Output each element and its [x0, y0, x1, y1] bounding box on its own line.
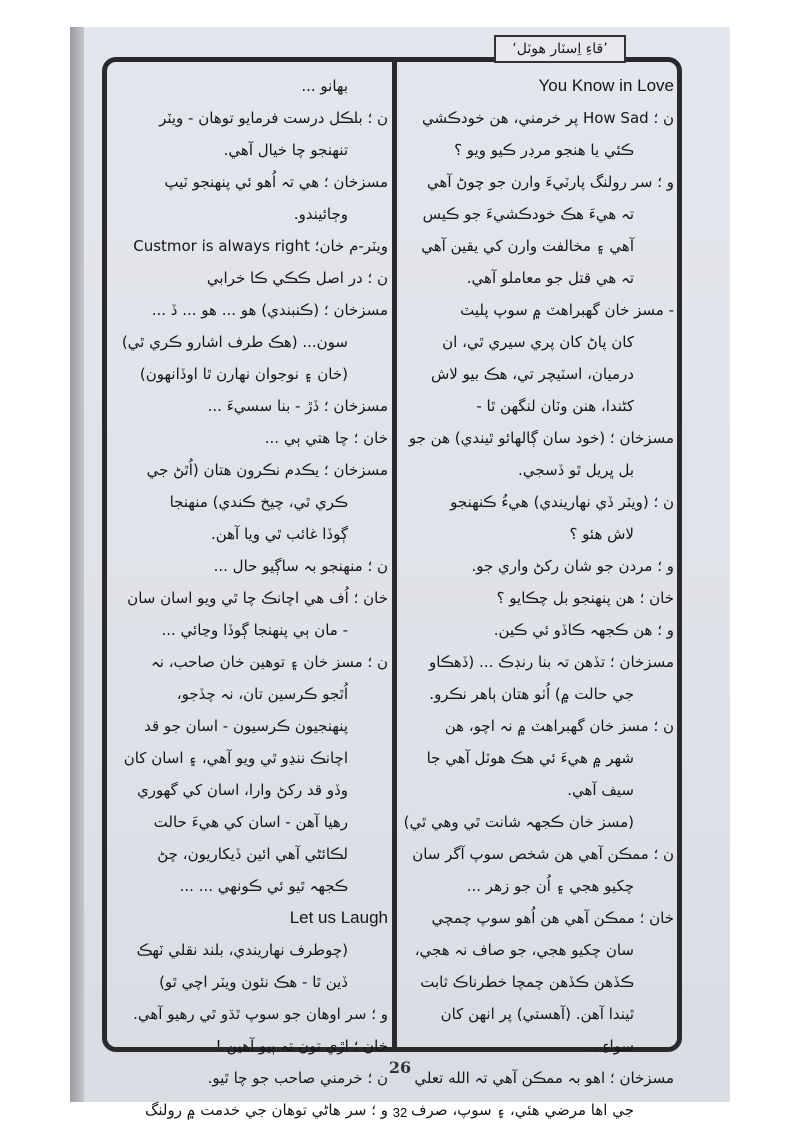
- running-header: ’قاءِ اِسٽار هوٽل‘: [494, 35, 626, 63]
- text-line: سيف آهي.: [567, 781, 634, 799]
- text-line: مسزخان ؛ يڪدم نڪرون هتان (اُٿڻ جي: [146, 461, 388, 479]
- text-line: (مسز خان ڪجهہ شانت ٿي وهي ٿي): [404, 813, 634, 831]
- document-page-number: 32: [392, 1105, 408, 1120]
- text-line: - مان ٻي پنهنجا ڳوڏا وڃائي ...: [161, 621, 348, 639]
- text-line: ن ؛ مسز خان گھبراهٽ ۾ نہ اچو، هن: [444, 717, 674, 735]
- text-line: و ؛ سر هاڻي توهان جي خدمت ۾ رولنگ: [144, 1101, 388, 1119]
- right-text-column: [404, 70, 674, 1126]
- text-line: مسزخان ؛ (خود سان ڳالهائو ٿيندي) هن جو: [408, 429, 674, 447]
- text-line: آهي ۽ مخالفت وارن کي يقين آهي: [421, 237, 634, 255]
- text-line: اُٿجو ڪرسين تان، نہ چڏجو،: [176, 685, 348, 703]
- page-edge-shadow: [70, 27, 84, 1102]
- text-line: ن ؛ بلڪل درست فرمايو توهان - ويٽر: [159, 109, 388, 127]
- text-line: وڄائيندو.: [293, 205, 348, 223]
- text-line: (خان ۽ نوجوان نهارن ٿا اوڏانهون): [139, 365, 348, 383]
- text-line: - مسز خان گھبراهٽ ۾ سوپ پليٽ: [460, 301, 674, 319]
- text-line: ڳوڏا غائب ٿي ويا آهن.: [210, 525, 348, 543]
- text-line: لاش هئو ؟: [569, 525, 634, 543]
- text-line: مسزخان ؛ ڏڙ - بنا سسيءَ ...: [207, 397, 388, 415]
- text-line: ڏين ٿا - هڪ نئون ويٽر اچي ٿو): [159, 973, 348, 991]
- text-line: (چوطرف نهاريندي، بلند نقلي ٽهڪ: [136, 941, 348, 959]
- text-line: و ؛ سر اوهان جو سوپ ٿڌو ٿي رهيو آهي.: [133, 1005, 388, 1023]
- text-line: ويٽر-م خان؛ Custmor is always right: [133, 237, 388, 255]
- text-line: پنهنجيون ڪرسيون - اسان جو قد: [144, 717, 348, 735]
- text-line: درميان، اسٽيچر تي، هڪ بيو لاش: [430, 365, 634, 383]
- text-line: و ؛ سر رولنگ پارٽيءَ وارن جو چوڻ آهي: [426, 173, 674, 191]
- text-line: مسزخان ؛ اهو بہ ممڪن آهي تہ الله تعلي: [414, 1069, 674, 1087]
- text-line: خان ؛ چا هتي ٻي ...: [264, 429, 388, 447]
- text-line: ن ؛ (ويٽر ڏي نهاريندي) هيءُ ڪنهنجو: [450, 493, 674, 511]
- text-line: ن ؛ مسز خان ۽ توهين خان صاحب، نہ: [150, 653, 388, 671]
- text-line: ڪري ٿي، چيخ ڪندي) منهنجا: [169, 493, 348, 511]
- text-line: رهيا آهن - اسان کي هيءَ حالت: [153, 813, 348, 831]
- text-line: مسزخان ؛ تڏهن تہ بنا رنڊڪ ... (ڏهڪاو: [429, 653, 674, 671]
- text-line: لڪائڻي آهي ائين ڏيکاريون، چڻ: [157, 845, 348, 863]
- text-line: خان ؛ اُف هي اچانڪ چا ٿي ويو اسان سان: [127, 589, 388, 607]
- text-line: جي حالت ۾) اُٺو هتان ٻاهر نڪرو.: [429, 685, 634, 703]
- text-line: جي اها مرضي هئي، ۽ سوپ، صرف: [411, 1101, 634, 1119]
- text-line: ن ؛ منهنجو بہ ساڳيو حال ...: [213, 557, 388, 575]
- text-line: چکيو هجي ۽ اُن جو زهر ...: [466, 877, 634, 895]
- text-line: ڪڏهن ڪڏهن چمچا خطرناڪ ثابت: [420, 973, 634, 991]
- text-line: وڏو قد رکڻ وارا، اسان کي گھوري: [136, 781, 348, 799]
- text-line: سون... (هڪ طرف اشارو ڪري ٿي): [121, 333, 348, 351]
- text-line: و ؛ مردن جو شان رکڻ واري جو.: [471, 557, 674, 575]
- text-line: بهانو ...: [301, 77, 348, 95]
- text-line: ن ؛ در اصل ڪڪي ڪا خرابي: [206, 269, 388, 287]
- text-line: ٿيندا آهن. (آهستي) پر انهن کان: [440, 1005, 634, 1023]
- text-line: مسزخان ؛ هي تہ اُهو ئي پنهنجو ٽيپ: [164, 173, 388, 191]
- text-line: Let us Laugh: [289, 908, 388, 927]
- text-line: اچانڪ ننڍو ٿي ويو آهي، ۽ اسان کان: [123, 749, 348, 767]
- printed-page-number: 26: [388, 1058, 412, 1077]
- text-line: شهر ۾ هيءَ ئي هڪ هوٽل آهي جا: [426, 749, 634, 767]
- text-line: ڪجهہ ٿيو ئي ڪونهي ... ...: [179, 877, 348, 895]
- text-line: خان ؛ اڙي تون تہ ٻيو آهين !: [215, 1037, 388, 1055]
- text-line: خان ؛ هن پنهنجو بل چڪايو ؟: [496, 589, 674, 607]
- column-divider: [392, 57, 397, 1052]
- text-line: تہ هيءَ هڪ خودڪشيءَ جو ڪيس: [422, 205, 634, 223]
- text-line: تنهنجو چا خيال آهي.: [223, 141, 348, 159]
- left-text-column: [112, 70, 388, 1126]
- text-line: ن ؛ ممڪن آهي هن شخص سوپ آگر سان: [412, 845, 674, 863]
- text-line: سان چکيو هجي، جو صاف نہ هجي،: [414, 941, 634, 959]
- text-line: کڻندا، هنن وٽان لنگهن ٿا -: [476, 397, 634, 415]
- text-line: ڪئي يا هنجو مرڊر ڪيو ويو ؟: [454, 141, 634, 159]
- text-line: بل ڀريل ٿو ڏسجي.: [518, 461, 634, 479]
- text-line: کان پاڻ کان پري سيري ٿي، ان: [442, 333, 634, 351]
- text-line: ن ؛ خرمني صاحب جو چا ٿيو.: [207, 1069, 388, 1087]
- text-line: خان ؛ ممڪن آهي هن اُهو سوپ چمچي: [431, 909, 674, 927]
- text-line: تہ هي قتل جو معاملو آهي.: [466, 269, 634, 287]
- text-line: و ؛ هن ڪجهہ ڪاڏو ئي ڪين.: [493, 621, 674, 639]
- text-line: سواءِ ...: [583, 1037, 634, 1055]
- text-line: You Know in Love: [538, 76, 674, 95]
- text-line: ن ؛ How Sad پر خرمني، هن خودڪشي: [422, 109, 674, 127]
- text-line: مسزخان ؛ (ڪنبندي) هو ... هو ... ڏ ...: [151, 301, 388, 319]
